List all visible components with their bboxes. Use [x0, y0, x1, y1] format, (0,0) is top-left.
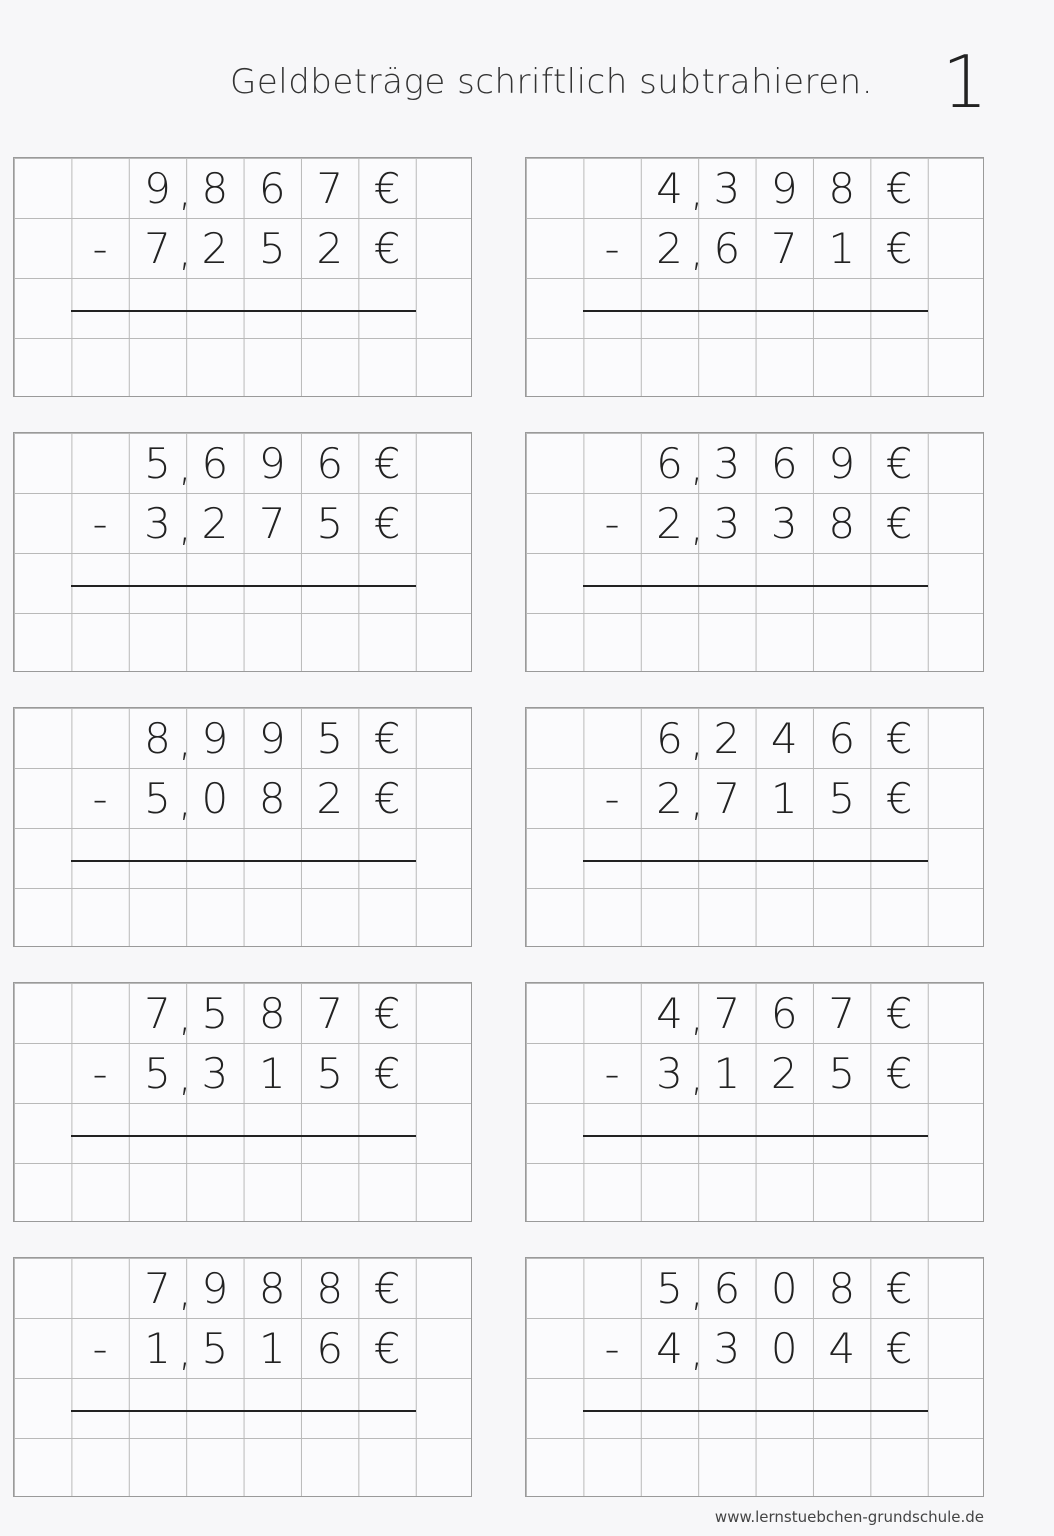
- minuend-digit: 9: [258, 713, 286, 763]
- minuend-digit: 9: [201, 713, 229, 763]
- subtrahend-digit: 2: [656, 773, 683, 823]
- result-line: [583, 1135, 928, 1137]
- subtrahend-digit: 3: [713, 498, 741, 548]
- subtrahend-digit: 8: [258, 773, 286, 823]
- subtrahend-digit: 5: [316, 1048, 344, 1098]
- euro-symbol: €: [885, 773, 913, 823]
- subtraction-task: [525, 707, 984, 947]
- decimal-comma: ,: [690, 776, 704, 825]
- euro-symbol: €: [885, 498, 913, 548]
- subtrahend-digit: 2: [201, 498, 229, 548]
- euro-symbol: €: [373, 773, 401, 823]
- minuend-digit: 5: [201, 988, 229, 1038]
- decimal-comma: ,: [690, 226, 704, 275]
- subtrahend-row: [526, 493, 983, 553]
- subtrahend-digit: 4: [828, 1323, 856, 1373]
- decimal-comma: ,: [690, 1266, 704, 1315]
- minuend-row: [526, 433, 983, 493]
- subtrahend-digit: 1: [828, 223, 856, 273]
- minuend-digit: 6: [713, 1263, 741, 1313]
- subtrahend-digit: 7: [713, 773, 741, 823]
- minuend-digit: 4: [656, 163, 683, 213]
- page-number: 1: [942, 40, 988, 124]
- minuend-digit: 5: [144, 438, 171, 488]
- decimal-comma: ,: [178, 1266, 192, 1315]
- decimal-comma: ,: [690, 501, 704, 550]
- euro-symbol: €: [373, 988, 401, 1038]
- decimal-comma: ,: [178, 1326, 192, 1375]
- subtrahend-digit: 1: [258, 1323, 286, 1373]
- euro-symbol: €: [373, 438, 401, 488]
- minus-sign: -: [604, 773, 620, 823]
- minuend-digit: 8: [201, 163, 229, 213]
- minuend-digit: 9: [201, 1263, 229, 1313]
- result-line: [583, 585, 928, 587]
- minuend-digit: 3: [713, 438, 741, 488]
- decimal-comma: ,: [178, 716, 192, 765]
- minuend-digit: 8: [258, 988, 286, 1038]
- subtraction-task: [525, 157, 984, 397]
- minuend-digit: 7: [144, 988, 171, 1038]
- subtrahend-row: [526, 1043, 983, 1103]
- subtrahend-row: [526, 768, 983, 828]
- minuend-row: [526, 158, 983, 218]
- subtrahend-digit: 2: [316, 773, 344, 823]
- subtrahend-row: [14, 218, 471, 278]
- subtrahend-digit: 1: [713, 1048, 741, 1098]
- subtrahend-digit: 0: [770, 1323, 798, 1373]
- subtraction-task: [13, 157, 472, 397]
- minuend-row: [14, 1258, 471, 1318]
- worksheet-title: Geldbeträge schriftlich subtrahieren.: [230, 62, 874, 102]
- subtrahend-row: [14, 1043, 471, 1103]
- minuend-digit: 9: [828, 438, 856, 488]
- minus-sign: -: [92, 1048, 108, 1098]
- subtrahend-row: [14, 768, 471, 828]
- euro-symbol: €: [885, 1263, 913, 1313]
- minuend-digit: 8: [828, 1263, 856, 1313]
- minuend-digit: 2: [713, 713, 741, 763]
- minuend-digit: 9: [258, 438, 286, 488]
- minus-sign: -: [92, 223, 108, 273]
- subtrahend-row: [526, 218, 983, 278]
- euro-symbol: €: [373, 223, 401, 273]
- minuend-digit: 6: [258, 163, 286, 213]
- subtrahend-digit: 3: [656, 1048, 683, 1098]
- result-line: [583, 860, 928, 862]
- result-line: [71, 310, 416, 312]
- euro-symbol: €: [373, 713, 401, 763]
- euro-symbol: €: [373, 1048, 401, 1098]
- result-line: [71, 1135, 416, 1137]
- subtrahend-digit: 2: [656, 223, 683, 273]
- minuend-digit: 7: [713, 988, 741, 1038]
- euro-symbol: €: [885, 988, 913, 1038]
- subtrahend-digit: 3: [144, 498, 171, 548]
- subtrahend-digit: 6: [713, 223, 741, 273]
- euro-symbol: €: [373, 1323, 401, 1373]
- decimal-comma: ,: [178, 991, 192, 1040]
- minuend-digit: 7: [316, 988, 344, 1038]
- minuend-digit: 8: [316, 1263, 344, 1313]
- minuend-row: [14, 433, 471, 493]
- euro-symbol: €: [885, 713, 913, 763]
- minuend-digit: 4: [656, 988, 683, 1038]
- decimal-comma: ,: [178, 776, 192, 825]
- minuend-digit: 7: [144, 1263, 171, 1313]
- subtrahend-digit: 2: [316, 223, 344, 273]
- minuend-row: [14, 158, 471, 218]
- minuend-digit: 6: [770, 988, 798, 1038]
- minuend-digit: 7: [828, 988, 856, 1038]
- minus-sign: -: [92, 773, 108, 823]
- euro-symbol: €: [885, 163, 913, 213]
- minuend-row: [526, 708, 983, 768]
- subtrahend-digit: 6: [316, 1323, 344, 1373]
- result-line: [583, 1410, 928, 1412]
- subtrahend-digit: 3: [770, 498, 798, 548]
- euro-symbol: €: [885, 223, 913, 273]
- minuend-digit: 9: [144, 163, 171, 213]
- decimal-comma: ,: [178, 1051, 192, 1100]
- euro-symbol: €: [885, 1323, 913, 1373]
- minuend-digit: 9: [770, 163, 798, 213]
- euro-symbol: €: [885, 438, 913, 488]
- euro-symbol: €: [373, 498, 401, 548]
- minuend-digit: 8: [144, 713, 171, 763]
- minuend-digit: 6: [656, 713, 683, 763]
- subtrahend-digit: 2: [656, 498, 683, 548]
- subtraction-task: [525, 1257, 984, 1497]
- subtrahend-digit: 5: [201, 1323, 229, 1373]
- subtrahend-digit: 1: [770, 773, 798, 823]
- footer-url: www.lernstuebchen-grundschule.de: [714, 1508, 984, 1526]
- subtrahend-digit: 0: [201, 773, 229, 823]
- decimal-comma: ,: [178, 166, 192, 215]
- subtrahend-digit: 5: [828, 1048, 856, 1098]
- subtrahend-digit: 5: [144, 1048, 171, 1098]
- decimal-comma: ,: [690, 991, 704, 1040]
- euro-symbol: €: [885, 1048, 913, 1098]
- minuend-row: [14, 983, 471, 1043]
- minuend-digit: 8: [828, 163, 856, 213]
- subtrahend-digit: 2: [201, 223, 229, 273]
- minuend-digit: 4: [770, 713, 798, 763]
- decimal-comma: ,: [178, 226, 192, 275]
- minuend-digit: 5: [316, 713, 344, 763]
- decimal-comma: ,: [178, 501, 192, 550]
- subtraction-task: [525, 432, 984, 672]
- subtrahend-digit: 1: [258, 1048, 286, 1098]
- decimal-comma: ,: [690, 716, 704, 765]
- subtrahend-digit: 3: [713, 1323, 741, 1373]
- result-line: [71, 1410, 416, 1412]
- subtrahend-digit: 4: [656, 1323, 683, 1373]
- subtraction-task: [13, 707, 472, 947]
- minuend-digit: 6: [316, 438, 344, 488]
- minus-sign: -: [92, 1323, 108, 1373]
- minus-sign: -: [604, 498, 620, 548]
- result-line: [71, 860, 416, 862]
- minus-sign: -: [604, 223, 620, 273]
- minuend-row: [526, 1258, 983, 1318]
- subtrahend-row: [14, 493, 471, 553]
- minuend-digit: 6: [770, 438, 798, 488]
- minuend-row: [526, 983, 983, 1043]
- euro-symbol: €: [373, 163, 401, 213]
- decimal-comma: ,: [690, 1326, 704, 1375]
- minuend-digit: 6: [656, 438, 683, 488]
- subtrahend-digit: 7: [144, 223, 171, 273]
- euro-symbol: €: [373, 1263, 401, 1313]
- decimal-comma: ,: [690, 441, 704, 490]
- subtraction-task: [13, 1257, 472, 1497]
- decimal-comma: ,: [690, 1051, 704, 1100]
- subtrahend-digit: 3: [201, 1048, 229, 1098]
- minus-sign: -: [604, 1048, 620, 1098]
- minuend-digit: 8: [258, 1263, 286, 1313]
- minuend-digit: 3: [713, 163, 741, 213]
- subtrahend-digit: 5: [258, 223, 286, 273]
- subtrahend-digit: 5: [828, 773, 856, 823]
- result-line: [583, 310, 928, 312]
- subtrahend-digit: 1: [144, 1323, 171, 1373]
- decimal-comma: ,: [178, 441, 192, 490]
- minus-sign: -: [604, 1323, 620, 1373]
- subtrahend-digit: 5: [144, 773, 171, 823]
- subtrahend-digit: 8: [828, 498, 856, 548]
- minuend-digit: 6: [201, 438, 229, 488]
- subtrahend-digit: 7: [770, 223, 798, 273]
- subtraction-task: [13, 432, 472, 672]
- minuend-digit: 6: [828, 713, 856, 763]
- minus-sign: -: [92, 498, 108, 548]
- subtrahend-digit: 5: [316, 498, 344, 548]
- minuend-digit: 0: [770, 1263, 798, 1313]
- subtrahend-row: [526, 1318, 983, 1378]
- decimal-comma: ,: [690, 166, 704, 215]
- minuend-digit: 5: [656, 1263, 683, 1313]
- subtrahend-row: [14, 1318, 471, 1378]
- minuend-row: [14, 708, 471, 768]
- subtraction-task: [525, 982, 984, 1222]
- minuend-digit: 7: [316, 163, 344, 213]
- subtraction-task: [13, 982, 472, 1222]
- result-line: [71, 585, 416, 587]
- subtrahend-digit: 7: [258, 498, 286, 548]
- subtrahend-digit: 2: [770, 1048, 798, 1098]
